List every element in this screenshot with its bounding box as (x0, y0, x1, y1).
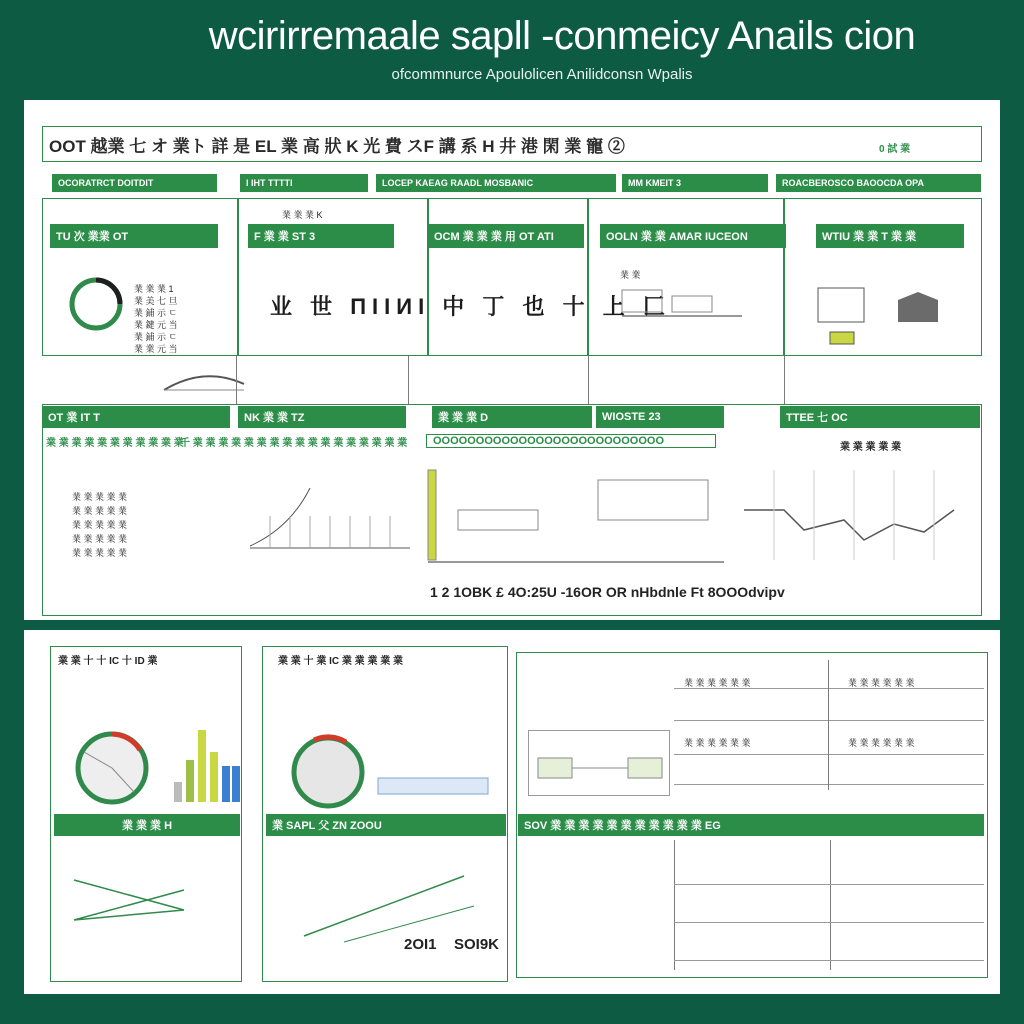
machine-icon (622, 290, 742, 320)
table-rule (674, 754, 984, 755)
bar-chart-2 (170, 726, 242, 806)
list-item: 業 業 業 業 業 (72, 548, 128, 558)
card-4-sub: 業 業 (620, 270, 641, 280)
card-frame-4 (588, 198, 784, 356)
card-title-4: OOLN 業 業 AMAR IUCEON (600, 224, 786, 248)
divider (408, 356, 409, 404)
trend-chart-mini (744, 470, 974, 566)
table-rule (674, 884, 984, 885)
line-chart-mini (250, 488, 410, 552)
table-divider (828, 660, 829, 790)
poster-title: wcirirremaale sapll -conmeicy Anails cion (208, 14, 916, 58)
table-rule (674, 784, 984, 785)
row-heading: 千 業 業 業 業 業 業 業 業 業 業 業 業 業 業 業 業 業 (180, 438, 408, 449)
flow-icon (538, 758, 668, 782)
card-1-line: 業 業 元 当 (134, 344, 178, 354)
card-title-3: OCM 業 業 業 用 OT ATI (428, 224, 584, 248)
table-row: 業 業 業 業 業 業 (848, 678, 915, 688)
donut-chart-icon (68, 276, 124, 332)
value-2: SOI9K (454, 936, 500, 953)
section-title-5: TTEE 七 OC (780, 406, 980, 428)
strip-2: 業 SAPL 父 ZN ZOOU (266, 814, 506, 836)
divider (784, 356, 785, 404)
divider (236, 356, 237, 404)
top-panel (24, 100, 1000, 620)
top-banner-badge: 0 試 業 (879, 144, 911, 155)
value-1: 2OI1 (404, 936, 437, 953)
bottom-panel (24, 630, 1000, 994)
table-rule (674, 960, 984, 961)
row-heading: 業 業 業 業 業 (840, 442, 902, 453)
card-1-line: 業 鍵 元 当 (134, 320, 178, 330)
section-title-2: NK 業 業 TZ (238, 406, 406, 428)
top-banner (42, 126, 982, 162)
sankey-mini (74, 870, 214, 930)
section-title-3: 業 業 業 D (432, 406, 592, 428)
card-frame-3 (428, 198, 588, 356)
pie-chart-1 (74, 730, 150, 806)
tab-5[interactable]: ROACBEROSCO BAOOCDA OPA (776, 174, 981, 192)
list-item: 業 業 業 業 業 (72, 506, 128, 516)
list-item: 業 業 業 業 業 (72, 520, 128, 530)
chart-footer: 1 2 1OBK £ 4O:25U -16OR OR nHbdnle Ft 8OOOdvipv (430, 584, 785, 600)
top-banner-text: OOT 越業 七 オ 業ト 詳 是 EL 業 高 狀 K 光 費 スF 講 系 H 井 港 閑 業 寵 ② (49, 136, 625, 156)
table-row: 業 業 業 業 業 業 (684, 738, 751, 748)
row-heading: 業 業 業 業 業 業 業 業 業 業 業 (46, 438, 184, 449)
strip-1: 業 業 業 H (54, 814, 240, 836)
table-rule (674, 922, 984, 923)
tab-1[interactable]: OCORATRCT DOITDIT (52, 174, 217, 192)
tab-3[interactable]: LOCEP KAEAG RAADL MOSBANIC (376, 174, 616, 192)
legend-strip (378, 778, 494, 800)
table-row: 業 業 業 業 業 業 (684, 678, 751, 688)
row-heading-strip: OOOOOOOOOOOOOOOOOOOOOOOOOOO (426, 434, 716, 448)
card-title-2: F 業 業 ST 3 (248, 224, 394, 248)
section-title-1: OT 業 IT T (42, 406, 230, 428)
table-divider (830, 840, 831, 970)
section-title-4: WIOSTE 23 (596, 406, 724, 428)
bottom-panel-title-1: 業 業 十 十 IC 十 ID 業 (58, 656, 158, 667)
conveyor-icon (164, 372, 244, 394)
card-1-line: 業 業 業 1 (134, 284, 174, 294)
tab-2[interactable]: I IHT TTTTI (240, 174, 368, 192)
strip-3: SOV 業 業 業 業 業 業 業 業 業 業 業 EG (518, 814, 984, 836)
list-item: 業 業 業 業 業 (72, 492, 128, 502)
card-1-line: 業 美 七 旦 (134, 296, 178, 306)
tab-4[interactable]: MM KMEIT 3 (622, 174, 768, 192)
table-rule (674, 720, 984, 721)
card-2-sub: 業 業 業 K (282, 210, 323, 220)
bottom-panel-title-2: 業 業 十 業 IC 業 業 業 業 業 (278, 656, 404, 667)
divider (588, 356, 589, 404)
poster-subtitle: ofcommnurce Apoulolicen Anilidconsn Wpalis (391, 66, 693, 83)
pie-chart-2 (290, 734, 366, 810)
factory-icon (818, 288, 968, 348)
card-1-line: 業 鋪 示 ㄷ (134, 308, 178, 318)
bar-chart-mini (428, 470, 724, 564)
card-title-5: WTIU 業 業 T 業 業 (816, 224, 964, 248)
table-row: 業 業 業 業 業 業 (848, 738, 915, 748)
table-divider (674, 840, 675, 970)
card-frame-2 (238, 198, 428, 356)
list-item: 業 業 業 業 業 (72, 534, 128, 544)
glyph-row: 业 世 ПIIИI 中 丁 也 十 上 匚 (270, 294, 671, 319)
card-title-1: TU 次 業業 OT (50, 224, 218, 248)
card-1-line: 業 鋪 示 ㄷ (134, 332, 178, 342)
